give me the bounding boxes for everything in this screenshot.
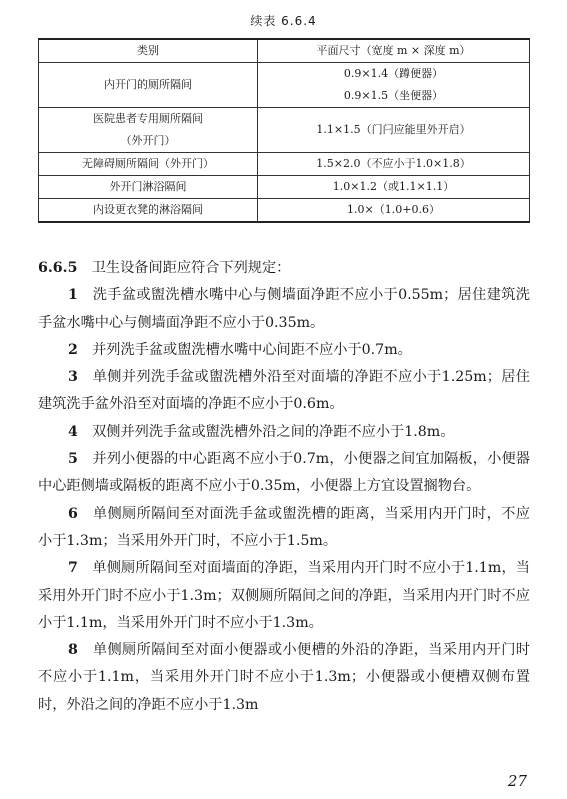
table-caption: 续表 6.6.4 bbox=[250, 14, 317, 28]
section-heading bbox=[38, 255, 530, 282]
clause-number: 1 bbox=[68, 287, 78, 304]
table-row bbox=[39, 199, 530, 223]
size-cell: 1.0×1.2（或1.1×1.1） bbox=[258, 176, 530, 199]
clause-text: 单侧厕所隔间至对面墙面的净距，当采用内开门时不应小于1.1m，当采用外开门时不应小于1.3m；双侧厕所隔间之间的净距，当采用内开门时不应小于1.1m，当采用外开门时不应小于1.3m。 bbox=[38, 560, 530, 631]
section-title: 卫生设备间距应符合下列规定： bbox=[91, 260, 291, 276]
size-cell: 1.0×（1.0+0.6） bbox=[258, 199, 530, 223]
category-cell: 无障碍厕所隔间（外开门） bbox=[39, 153, 258, 176]
size-line: 0.9×1.4（蹲便器） bbox=[343, 67, 444, 80]
clause-number: 3 bbox=[68, 369, 78, 386]
clause-number: 5 bbox=[68, 451, 78, 468]
clause-item bbox=[38, 337, 530, 364]
clause-text: 并列小便器的中心距离不应小于0.7m，小便器之间宜加隔板，小便器中心距侧墙或隔板的距离不应小于0.35m，小便器上方宜设置搁物台。 bbox=[38, 451, 530, 495]
clause-number: 4 bbox=[68, 423, 78, 440]
clause-item bbox=[38, 364, 530, 419]
table-header-row bbox=[39, 39, 530, 63]
clause-item bbox=[38, 282, 530, 337]
clause-number: 6 bbox=[68, 505, 78, 522]
category-line: （外开门） bbox=[120, 134, 176, 147]
section-number: 6.6.5 bbox=[38, 260, 78, 276]
clause-item bbox=[38, 419, 530, 446]
clause-text: 并列洗手盆或盥洗槽水嘴中心间距不应小于0.7m。 bbox=[92, 341, 412, 358]
category-cell: 内开门的厕所隔间 bbox=[39, 63, 258, 108]
clause-number: 7 bbox=[68, 560, 78, 577]
size-cell: 1.5×2.0（不应小于1.0×1.8） bbox=[258, 153, 530, 176]
clause-text: 单侧厕所隔间至对面洗手盆或盥洗槽的距离，当采用内开门时，不应小于1.3m；当采用外开门时，不应小于1.5m。 bbox=[38, 505, 530, 549]
dimension-table bbox=[38, 38, 530, 223]
clause-item bbox=[38, 555, 530, 637]
section-body bbox=[38, 255, 530, 719]
column-header-category: 类别 bbox=[39, 39, 258, 63]
category-cell bbox=[39, 108, 258, 153]
clause-text: 单侧厕所隔间至对面小便器或小便槽的外沿的净距，当采用内开门时不应小于1.1m，当采用外开门时不应小于1.3m；小便器或小便槽双侧布置时，外沿之间的净距不应小于1.3m bbox=[38, 642, 530, 713]
column-header-size: 平面尺寸（宽度 m × 深度 m） bbox=[258, 39, 530, 63]
size-line: 0.9×1.5（坐便器） bbox=[343, 89, 444, 102]
clause-text: 单侧并列洗手盆或盥洗槽外沿至对面墙的净距不应小于1.25m；居住建筑洗手盆外沿至对面墙的净距不应小于0.6m。 bbox=[38, 369, 530, 413]
clause-item bbox=[38, 501, 530, 556]
size-cell: 1.1×1.5（门闩应能里外开启） bbox=[258, 108, 530, 153]
page-number: 27 bbox=[507, 772, 527, 790]
clause-item bbox=[38, 446, 530, 501]
clause-text: 洗手盆或盥洗槽水嘴中心与侧墙面净距不应小于0.55m；居住建筑洗手盆水嘴中心与侧墙面净距不应小于0.35m。 bbox=[38, 287, 530, 331]
clause-text: 双侧并列洗手盆或盥洗槽外沿之间的净距不应小于1.8m。 bbox=[92, 423, 455, 440]
table-row bbox=[39, 63, 530, 108]
size-cell bbox=[258, 63, 530, 108]
clause-number: 8 bbox=[68, 642, 78, 659]
table-row bbox=[39, 176, 530, 199]
table-row bbox=[39, 108, 530, 153]
table-row bbox=[39, 153, 530, 176]
category-line: 医院患者专用厕所隔间 bbox=[93, 112, 203, 125]
category-cell: 外开门淋浴隔间 bbox=[39, 176, 258, 199]
clause-item bbox=[38, 637, 530, 719]
category-cell: 内设更衣凳的淋浴隔间 bbox=[39, 199, 258, 223]
clause-number: 2 bbox=[68, 341, 78, 358]
